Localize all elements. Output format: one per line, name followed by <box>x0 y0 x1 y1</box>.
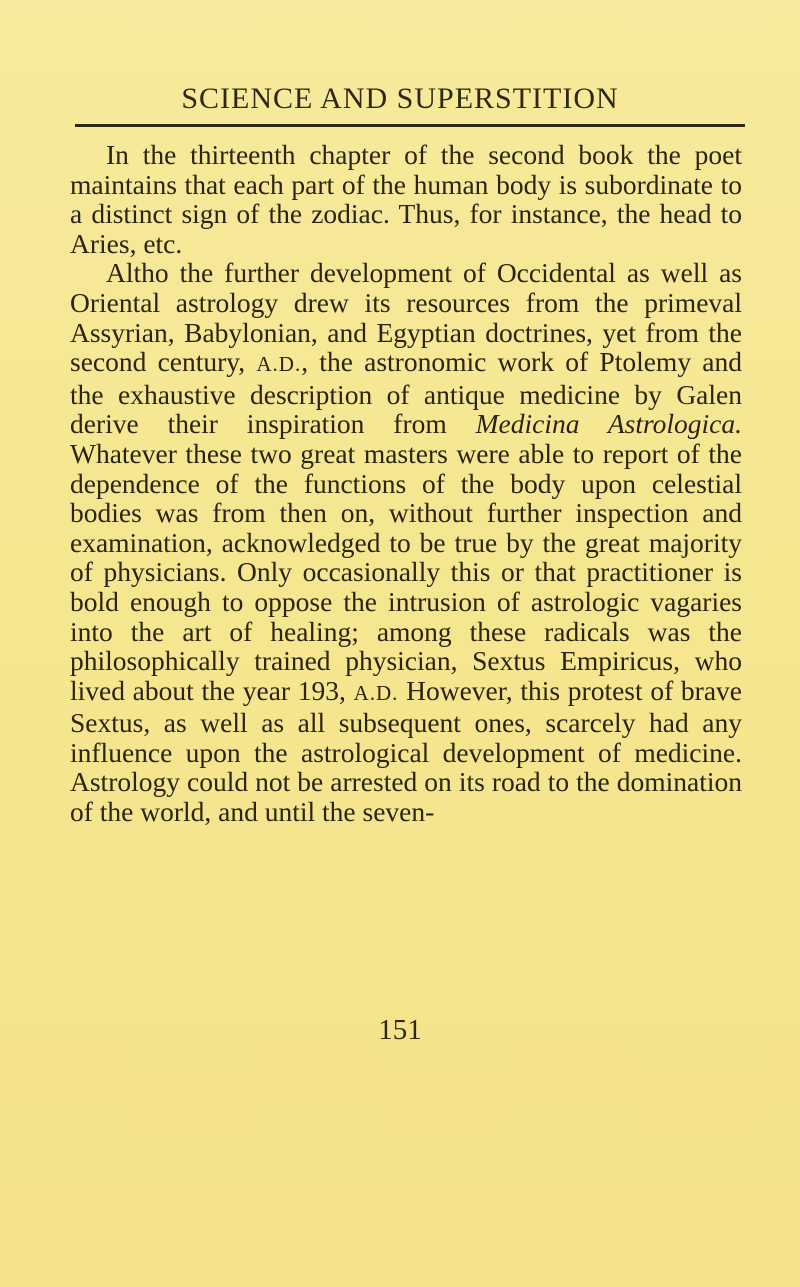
body-text <box>70 140 742 827</box>
page-number: 151 <box>378 1014 422 1046</box>
header-rule <box>75 124 745 127</box>
italic-title: Medicina Astrologica. <box>475 408 742 440</box>
era-abbreviation: A.D. <box>256 352 302 377</box>
paragraph-2 <box>70 258 742 826</box>
paragraph-2-part-3: Whatever these two great masters were able to report of the dependence of the functions of the body upon celestial bodies was from then on, without further inspection and examination, acknowledged to be true by the great majority of physicians. Only occasionally this or that practitioner is bold enough to oppose the intrusion of astrologic vagaries into the art of healing; among these radicals was the philosophically trained physician, Sextus Empiricus, who lived about the year 193, <box>70 437 742 706</box>
paragraph-2-part-4: However, this protest of brave Sextus, as well as all subsequent ones, scarcely had any influence upon the astrological development of medicine. Astrology could not be arrested on its road to the domination of the world, and until the seven- <box>70 674 742 828</box>
paragraph-1: In the thirteenth chapter of the second book the poet maintains that each part of the human body is subordinate to a distinct sign of the zodiac. Thus, for instance, the head to Aries, etc. <box>70 139 742 259</box>
running-head: SCIENCE AND SUPERSTITION <box>181 82 619 115</box>
paragraph-2-part-1: Altho the further development of Occidental as well as Oriental astrology drew its resources from the primeval Assyrian, Babylonian, and Egyptian doctrines, yet from the second century, <box>70 257 742 378</box>
era-abbreviation: A.D. <box>353 680 399 705</box>
paragraph-2-part-2: , the astronomic work of Ptolemy and the exhaustive description of antique medicine by Galen derive their inspiration from <box>70 346 742 440</box>
